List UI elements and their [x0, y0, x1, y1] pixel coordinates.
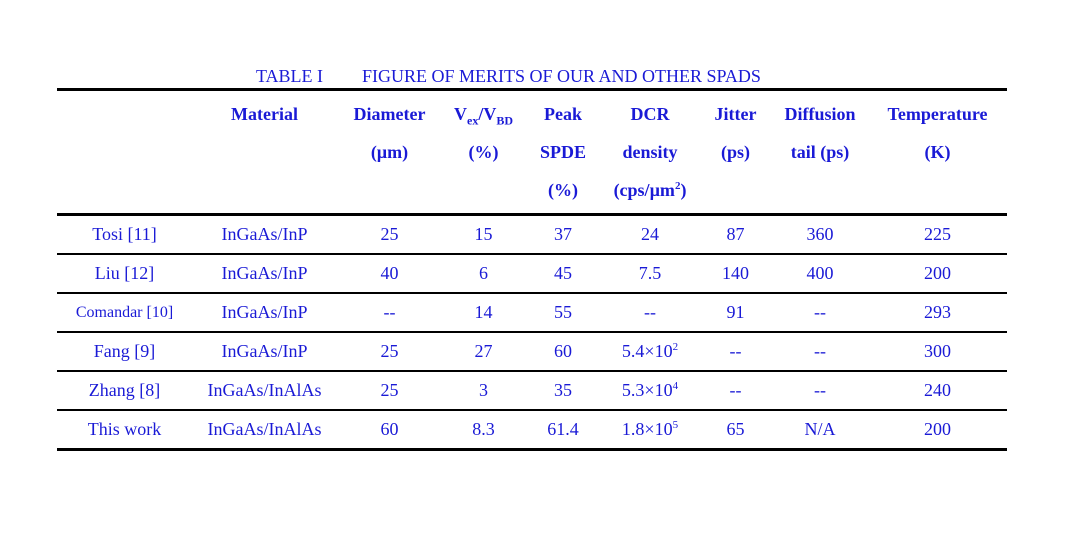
header-diffusion-tail: Diffusion tail (ps)	[772, 90, 868, 215]
cell-diameter: 25	[337, 332, 442, 371]
cell-spde: 60	[525, 332, 601, 371]
cell-material: InGaAs/InP	[192, 215, 337, 255]
cell-dcr: 24	[601, 215, 699, 255]
cell-material: InGaAs/InP	[192, 254, 337, 293]
header-row	[57, 90, 1007, 215]
cell-material: InGaAs/InAlAs	[192, 371, 337, 410]
cell-tail: N/A	[772, 410, 868, 450]
header-peak-spde: Peak SPDE (%)	[525, 90, 601, 215]
cell-temp: 293	[868, 293, 1007, 332]
cell-jitter: 87	[699, 215, 772, 255]
spad-comparison-table	[57, 88, 1007, 451]
cell-temp: 200	[868, 254, 1007, 293]
table-row	[57, 215, 1007, 255]
cell-ref: Comandar [10]	[57, 293, 192, 332]
cell-diameter: --	[337, 293, 442, 332]
cell-tail: 360	[772, 215, 868, 255]
header-jitter: Jitter (ps)	[699, 90, 772, 215]
cell-spde: 61.4	[525, 410, 601, 450]
cell-tail: --	[772, 371, 868, 410]
cell-tail: --	[772, 332, 868, 371]
cell-ref: Tosi [11]	[57, 215, 192, 255]
cell-spde: 37	[525, 215, 601, 255]
cell-jitter: --	[699, 332, 772, 371]
table-row	[57, 332, 1007, 371]
cell-temp: 200	[868, 410, 1007, 450]
cell-material: InGaAs/InAlAs	[192, 410, 337, 450]
header-material: Material	[192, 90, 337, 215]
table-title: FIGURE OF MERITS OF OUR AND OTHER SPADS	[362, 66, 761, 86]
cell-diameter: 25	[337, 371, 442, 410]
cell-dcr: 7.5	[601, 254, 699, 293]
header-voltage-ratio: $V_{ex}/V_{BD}$ (%)	[442, 90, 525, 215]
table-label: TABLE I	[256, 66, 324, 86]
cell-tail: --	[772, 293, 868, 332]
cell-jitter: 91	[699, 293, 772, 332]
cell-jitter: 65	[699, 410, 772, 450]
cell-jitter: 140	[699, 254, 772, 293]
cell-vratio: 6	[442, 254, 525, 293]
cell-temp: 300	[868, 332, 1007, 371]
cell-spde: 55	[525, 293, 601, 332]
cell-ref: Fang [9]	[57, 332, 192, 371]
cell-dcr: $1.8\times 10^5$	[601, 410, 699, 450]
header-temperature: Temperature (K)	[868, 90, 1007, 215]
cell-ref: Liu [12]	[57, 254, 192, 293]
cell-tail: 400	[772, 254, 868, 293]
table-row	[57, 254, 1007, 293]
cell-vratio: 14	[442, 293, 525, 332]
header-diameter: Diameter (µm)	[337, 90, 442, 215]
cell-spde: 45	[525, 254, 601, 293]
cell-vratio: 27	[442, 332, 525, 371]
header-ref	[57, 90, 192, 215]
cell-material: InGaAs/InP	[192, 332, 337, 371]
cell-diameter: 60	[337, 410, 442, 450]
cell-spde: 35	[525, 371, 601, 410]
table-row	[57, 371, 1007, 410]
header-dcr-density: DCR density (cps/µm$^2$)	[601, 90, 699, 215]
cell-dcr: --	[601, 293, 699, 332]
cell-vratio: 15	[442, 215, 525, 255]
cell-vratio: 8.3	[442, 410, 525, 450]
cell-diameter: 40	[337, 254, 442, 293]
cell-vratio: 3	[442, 371, 525, 410]
cell-temp: 240	[868, 371, 1007, 410]
cell-material: InGaAs/InP	[192, 293, 337, 332]
table-row	[57, 293, 1007, 332]
cell-temp: 225	[868, 215, 1007, 255]
cell-dcr: $5.4\times 10^2$	[601, 332, 699, 371]
cell-diameter: 25	[337, 215, 442, 255]
cell-dcr: $5.3\times 10^4$	[601, 371, 699, 410]
cell-ref: This work	[57, 410, 192, 450]
cell-jitter: --	[699, 371, 772, 410]
table-row	[57, 410, 1007, 450]
cell-ref: Zhang [8]	[57, 371, 192, 410]
